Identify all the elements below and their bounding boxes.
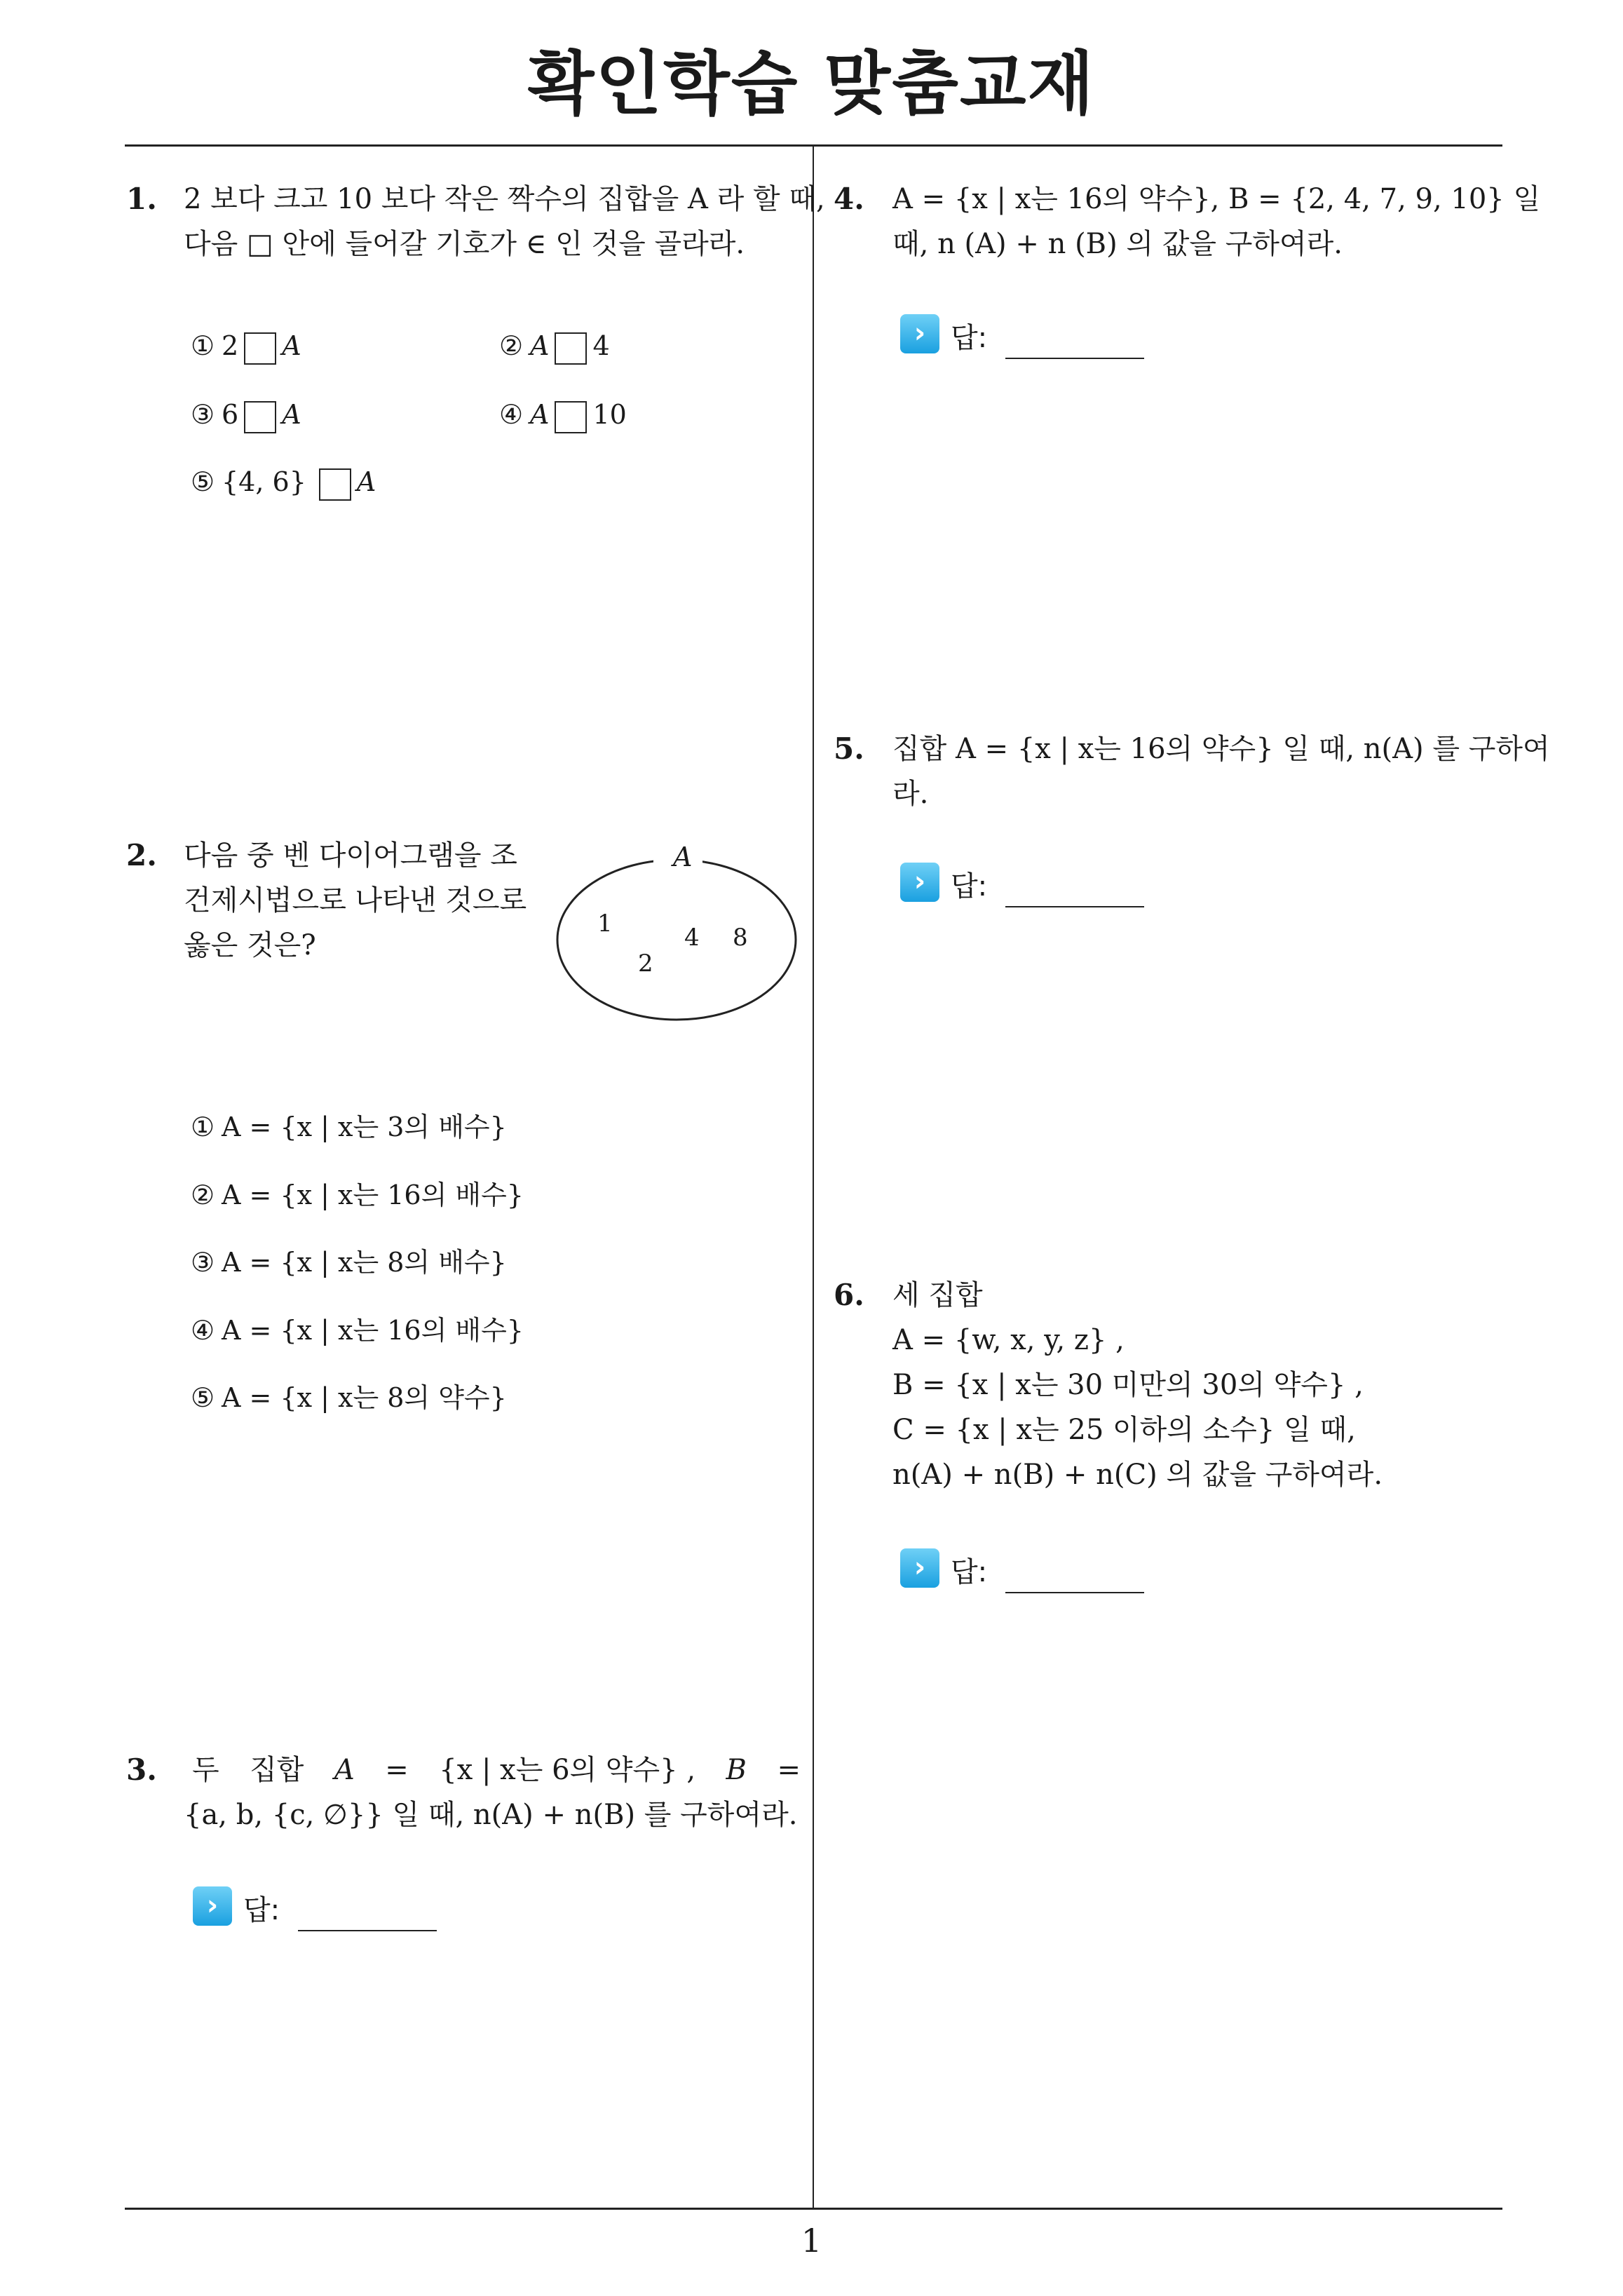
answer-blank-line[interactable] (1005, 1592, 1144, 1593)
answer-blank-line[interactable] (298, 1930, 437, 1931)
chevron-right-icon: › (193, 1886, 232, 1926)
column-divider (813, 144, 814, 2209)
footer-divider (125, 2208, 1502, 2210)
blank-box (244, 401, 276, 433)
question-text-line: 옳은 것은? (184, 929, 316, 961)
question-number: 2. (126, 838, 157, 872)
option-1[interactable]: ① 2 A (191, 328, 301, 365)
chevron-right-icon: › (900, 1548, 939, 1588)
question-text-line: 라. (892, 778, 929, 810)
option-5[interactable]: ⑤ {4, 6} A (191, 464, 376, 501)
option-2[interactable]: ② A 4 (499, 328, 610, 365)
option-4[interactable]: ④ A = {x | x는 16의 배수} (191, 1315, 524, 1346)
answer-field-4[interactable]: › 답: (900, 314, 1153, 359)
answer-field-5[interactable]: › 답: (900, 863, 1153, 907)
option-2[interactable]: ② A = {x | x는 16의 배수} (191, 1180, 524, 1210)
question-text-line: 건제시법으로 나타낸 것으로 (184, 884, 527, 917)
chevron-right-icon: › (900, 863, 939, 902)
option-4[interactable]: ④ A 10 (499, 397, 627, 433)
question-text-line: C = {x | x는 25 이하의 소수} 일 때, (892, 1414, 1356, 1446)
question-text-line: 세 집합 (892, 1279, 983, 1311)
option-3[interactable]: ③ A = {x | x는 8의 배수} (191, 1247, 507, 1278)
question-text-line: 2 보다 크고 10 보다 작은 짝수의 집합을 A 라 할 때, (184, 183, 825, 215)
page-number: 1 (801, 2222, 822, 2260)
question-5 (831, 727, 1550, 818)
question-4 (831, 177, 1541, 268)
blank-box (555, 401, 587, 433)
venn-element: 4 (684, 924, 700, 952)
question-text-line: 다음 □ 안에 들어갈 기호가 ∈ 인 것을 골라라. (184, 228, 745, 260)
answer-field-6[interactable]: › 답: (900, 1548, 1153, 1593)
question-1 (125, 177, 825, 260)
question-text-line: A = {x | x는 16의 약수}, B = {2, 4, 7, 9, 10} 일 (892, 183, 1541, 215)
venn-element: 1 (597, 910, 613, 938)
question-text-line: B = {x | x는 30 미만의 30의 약수} , (892, 1369, 1364, 1401)
question-text-line: 집합 A = {x | x는 16의 약수} 일 때, n(A) 를 구하여 (892, 733, 1550, 765)
question-2 (125, 833, 545, 973)
blank-box (555, 332, 587, 365)
blank-box (319, 468, 351, 501)
chevron-right-icon: › (900, 314, 939, 353)
question-text-line: 다음 중 벤 다이어그램을 조 (184, 839, 517, 872)
question-number: 1. (126, 182, 157, 216)
option-5[interactable]: ⑤ A = {x | x는 8의 약수} (191, 1382, 507, 1413)
venn-diagram (554, 838, 799, 1034)
question-number: 6. (834, 1278, 864, 1312)
option-1[interactable]: ① A = {x | x는 3의 배수} (191, 1112, 507, 1142)
venn-set-label: A (673, 842, 693, 872)
question-number: 5. (834, 731, 864, 766)
question-6 (831, 1273, 1511, 1504)
question-3 (125, 1748, 801, 1846)
question-number: 3. (126, 1753, 157, 1787)
question-number: 4. (834, 182, 864, 216)
venn-element: 2 (638, 950, 653, 978)
question-text-line: A = {w, x, y, z} , (892, 1324, 1125, 1356)
page-title: 확인학습 맞춤교재 (527, 44, 1096, 124)
option-3[interactable]: ③ 6 A (191, 397, 301, 433)
blank-box (244, 332, 276, 365)
answer-blank-line[interactable] (1005, 358, 1144, 359)
answer-field-3[interactable]: › 답: (193, 1886, 445, 1931)
venn-element: 8 (733, 924, 748, 952)
answer-blank-line[interactable] (1005, 906, 1144, 907)
question-text-line: {a, b, {c, ∅}} 일 때, n(A) + n(B) 를 구하여라. (184, 1799, 798, 1831)
venn-set-ellipse (557, 860, 796, 1020)
question-text-line: 두 집합 A = {x | x는 6의 약수} , B = (192, 1754, 801, 1786)
question-text-line: n(A) + n(B) + n(C) 의 값을 구하여라. (892, 1459, 1383, 1491)
question-text-line: 때, n (A) + n (B) 의 값을 구하여라. (892, 228, 1343, 260)
